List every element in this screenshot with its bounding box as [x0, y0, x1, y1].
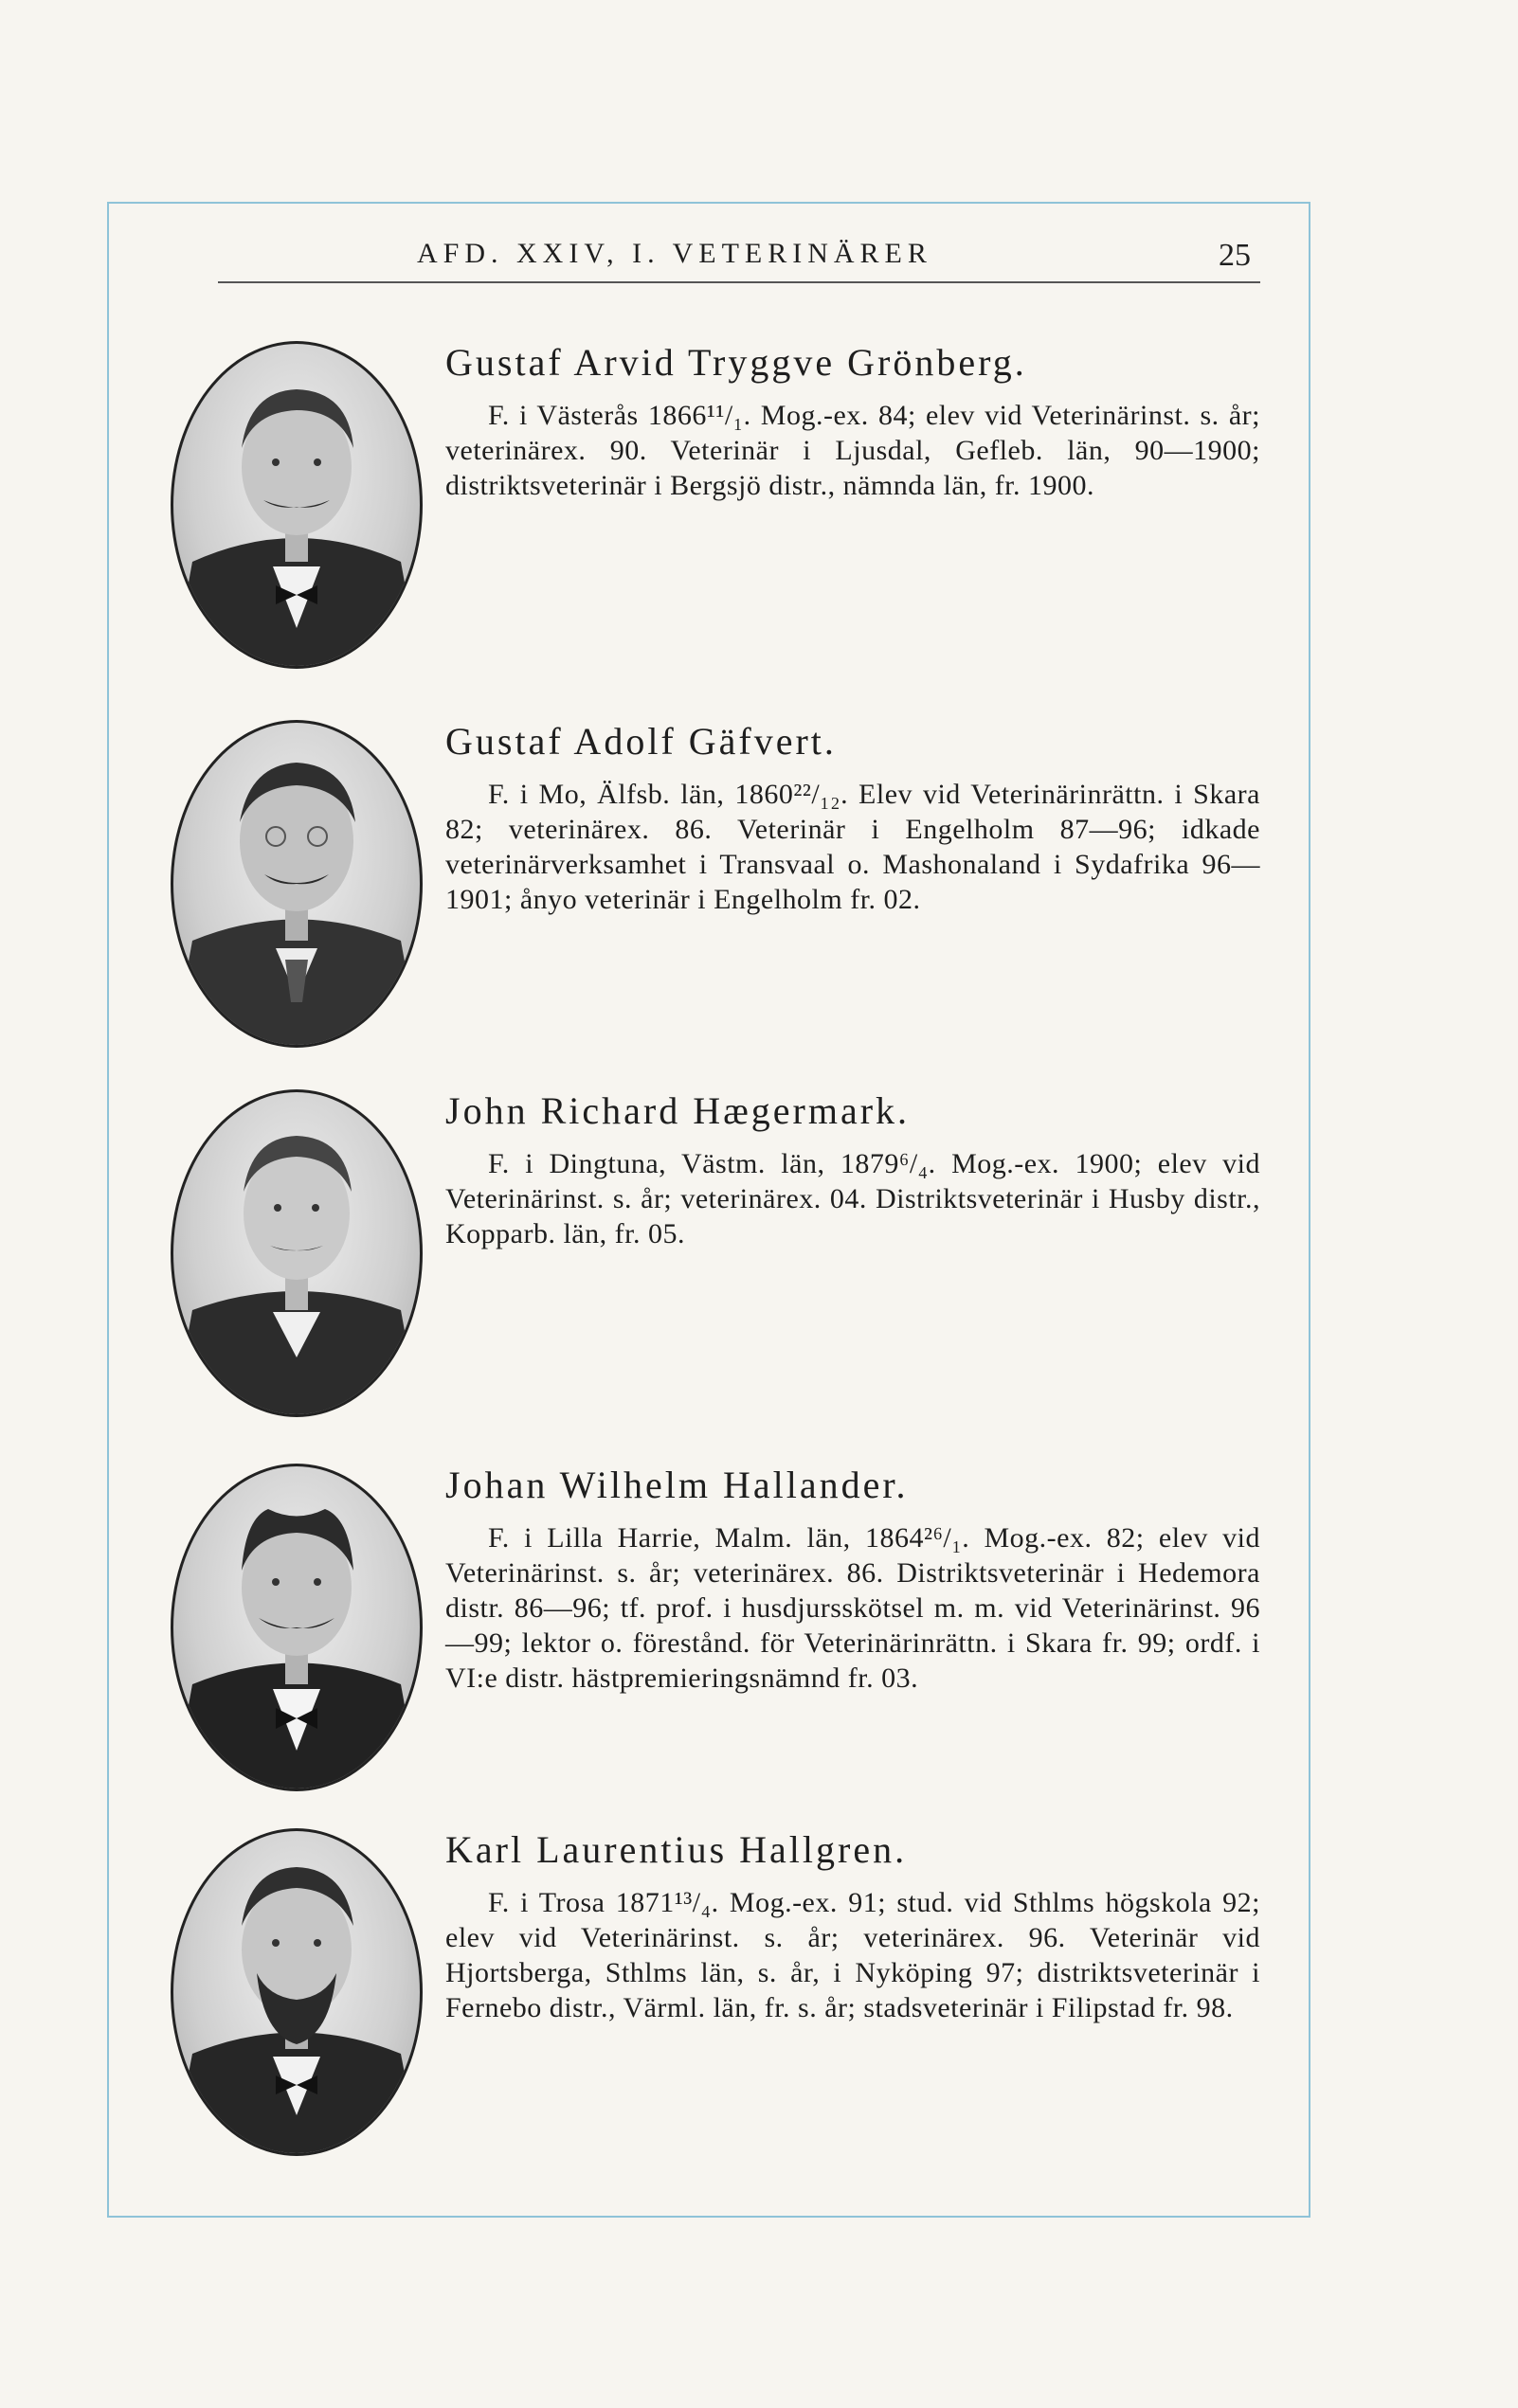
person-name: Johan Wilhelm Hallander.	[445, 1464, 909, 1506]
section-title: AFD. XXIV, I. VETERINÄRER	[417, 238, 932, 269]
person-name: Karl Laurentius Hallgren.	[445, 1828, 908, 1871]
entry-text	[445, 341, 1260, 503]
portrait-photo	[171, 720, 423, 1048]
page-number: 25	[1219, 238, 1251, 273]
person-name: Gustaf Arvid Tryggve Grönberg.	[445, 341, 1027, 384]
portrait-photo	[171, 1089, 423, 1417]
portrait-photo	[171, 1828, 423, 2156]
page-header	[218, 232, 1260, 283]
person-biography: F. i Lilla Harrie, Malm. län, 1864²⁶/₁. Mog.-ex. 82; elev vid Veterinärinst. s. år; veterinärex. 86. Distriktsveterinär i Hedemora distr. 86—96; tf. prof. i husdjursskötsel m. m. vid Veterinärinst. 96—99; lektor o. förestånd. för Veterinärinrättn. i Skara fr. 99; ordf. i VI:e distr. hästpremieringsnämnd fr. 03.	[445, 1522, 1260, 1694]
portrait-illustration	[173, 723, 420, 1045]
portrait-photo	[171, 1464, 423, 1791]
person-name: Gustaf Adolf Gäfvert.	[445, 720, 837, 763]
person-biography: F. i Dingtuna, Västm. län, 1879⁶/₄. Mog.-ex. 1900; elev vid Veterinärinst. s. år; veterinärex. 04. Distriktsveterinär i Husby distr., Kopparb. län, fr. 05.	[445, 1148, 1260, 1249]
entry-text	[445, 1464, 1260, 1696]
entry-text	[445, 720, 1260, 917]
portrait-photo	[171, 341, 423, 669]
portrait-illustration	[173, 1092, 420, 1414]
person-biography: F. i Västerås 1866¹¹/₁. Mog.-ex. 84; elev vid Veterinärinst. s. år; veterinärex. 90. Veterinär i Ljusdal, Gefleb. län, 90—1900; distriktsveterinär i Bergsjö distr., nämnda län, fr. 1900.	[445, 400, 1260, 501]
entry-text	[445, 1828, 1260, 2025]
entry-text	[445, 1089, 1260, 1251]
portrait-illustration	[173, 344, 420, 666]
person-biography: F. i Mo, Älfsb. län, 1860²²/₁₂. Elev vid Veterinärinrättn. i Skara 82; veterinärex. 86. Veterinär i Engelholm 87—96; idkade veterinärverksamhet i Transvaal o. Mashonaland i Sydafrika 96—1901; ånyo veterinär i Engelholm fr. 02.	[445, 779, 1260, 915]
portrait-illustration	[173, 1466, 420, 1788]
person-biography: F. i Trosa 1871¹³/₄. Mog.-ex. 91; stud. vid Sthlms högskola 92; elev vid Veterinärinst. s. år; veterinärex. 96. Veterinär vid Hjortsberga, Sthlms län, s. år, i Nyköping 97; distriktsveterinär i Fernebo distr., Värml. län, fr. s. år; stadsveterinär i Filipstad fr. 98.	[445, 1887, 1260, 2023]
portrait-illustration	[173, 1831, 420, 2153]
person-name: John Richard Hægermark.	[445, 1089, 911, 1132]
